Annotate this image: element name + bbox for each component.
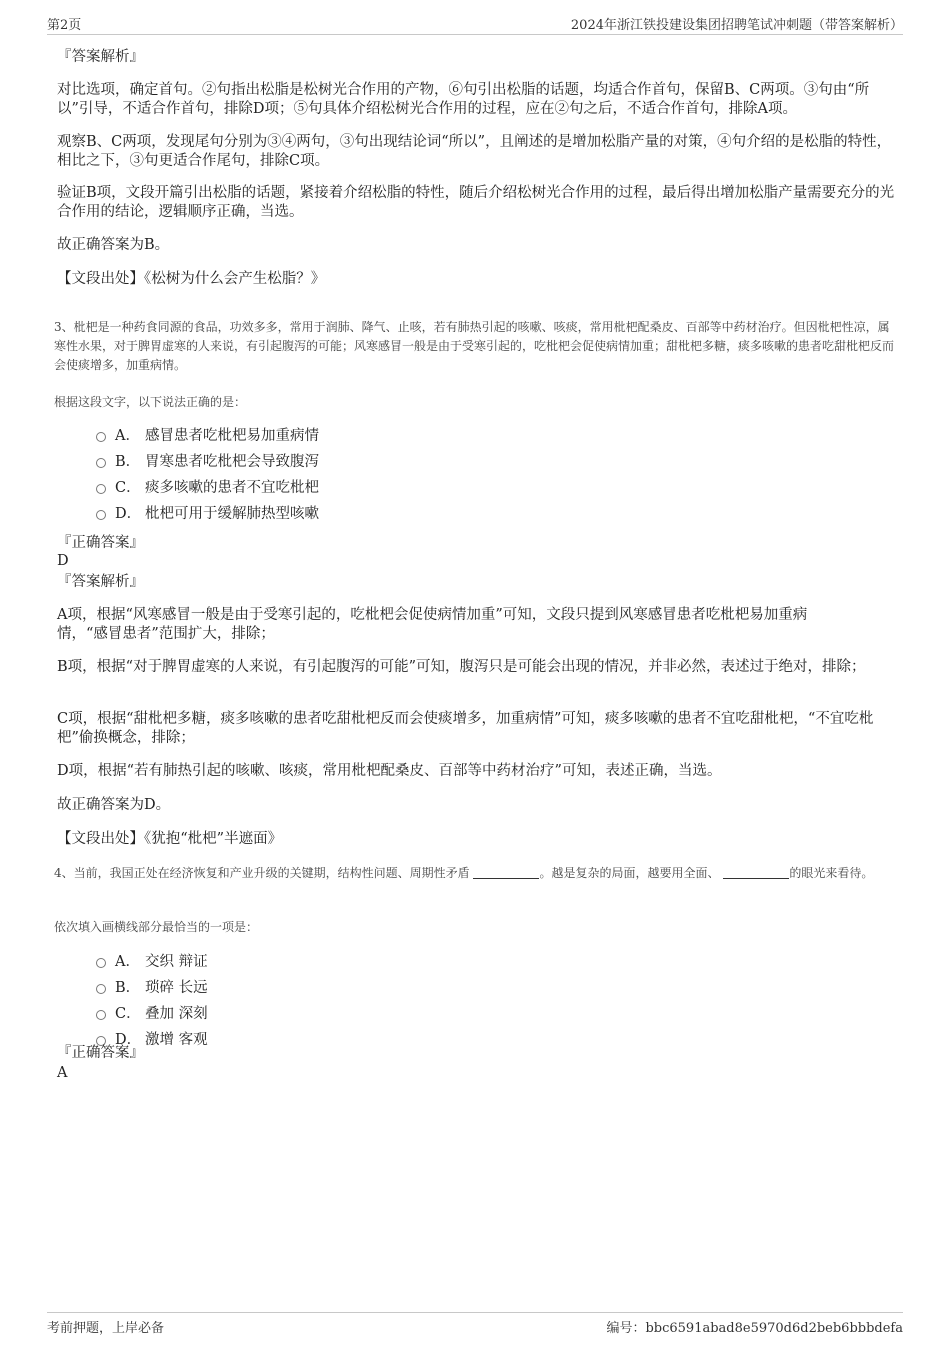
q4-prompt: 依次填入画横线部分最恰当的一项是： [54, 920, 259, 934]
q4-stem: 4、当前，我国正处在经济恢复和产业升级的关键期，结构性问题、周期性矛盾 。越是复杂的局面，越要用全面、 的眼光来看待。 [54, 866, 874, 880]
page-number: 第2页 [47, 18, 82, 33]
q4-option-c[interactable]: C． 叠加 深刻 [96, 1005, 208, 1024]
q3-answer: D [57, 553, 69, 569]
page-footer [47, 1312, 903, 1337]
q3-prompt: 根据这段文字，以下说法正确的是： [54, 395, 247, 409]
q2-analysis-paragraph-2: 观察B、C两项，发现尾句分别为③④两句，③句出现结论词“所以”，且阐述的是增加松脂产量的对策，④句介绍的是松脂的特性，相比之下，③句更适合作尾句，排除C项。 [57, 134, 892, 169]
radio-icon[interactable] [96, 1010, 106, 1020]
q3-option-d[interactable]: D． 枇杷可用于缓解肺热型咳嗽 [96, 505, 319, 524]
q3-option-a[interactable]: A． 感冒患者吃枇杷易加重病情 [96, 427, 319, 446]
footer-slogan: 考前押题，上岸必备 [47, 1321, 165, 1336]
q2-analysis-paragraph-3: 验证B项，文段开篇引出松脂的话题，紧接着介绍松脂的特性，随后介绍松树光合作用的过程，最后得出增加松脂产量需要充分的光合作用的结论，逻辑顺序正确，当选。 [57, 185, 895, 220]
radio-icon[interactable] [96, 458, 106, 468]
q3-stem: 3、枇杷是一种药食同源的食品，功效多多，常用于润肺、降气、止咳，若有肺热引起的咳嗽、咳痰，常用枇杷配桑皮、百部等中药材治疗。但因枇杷性凉，属寒性水果，对于脾胃虚寒的人来说，有引起腹泻的可能；风寒感冒一般是由于受寒引起的，吃枇杷会促使病情加重；甜枇杷多糖，痰多咳嗽的患者吃甜枇杷反而会使痰增多，加重病情。 [54, 320, 895, 372]
q2-conclusion: 故正确答案为B。 [57, 237, 170, 253]
radio-icon[interactable] [96, 432, 106, 442]
radio-icon[interactable] [96, 984, 106, 994]
q3-analysis-a: A项，根据“风寒感冒一般是由于受寒引起的，吃枇杷会促使病情加重”可知，文段只提到风寒感冒患者吃枇杷易加重病情，“感冒患者”范围扩大，排除； [57, 607, 808, 642]
q3-conclusion: 故正确答案为D。 [57, 797, 171, 813]
document-id: 编号：bbc6591abad8e5970d6d2beb6bbbdefa [606, 1321, 903, 1336]
fill-in-blank-2[interactable] [723, 866, 789, 879]
q2-analysis-paragraph-1: 对比选项，确定首句。②句指出松脂是松树光合作用的产物，⑥句引出松脂的话题，均适合作首句，保留B、C两项。③句由“所以”引导，不适合作首句，排除D项；⑤句具体介绍松树光合作用的过程，应在②句之后，不适合作首句，排除A项。 [57, 82, 870, 117]
q4-option-d[interactable]: D． 激增 客观 [96, 1031, 208, 1050]
q3-analysis-b: B项，根据“对于脾胃虚寒的人来说，有引起腹泻的可能”可知，腹泻只是可能会出现的情况，并非必然，表述过于绝对，排除； [57, 659, 866, 675]
q2-analysis-label: 『答案解析』 [57, 49, 144, 65]
page-header [47, 14, 903, 35]
q3-option-b[interactable]: B． 胃寒患者吃枇杷会导致腹泻 [96, 453, 319, 472]
q3-source: 【文段出处】《犹抱“枇杷”半遮面》 [57, 831, 283, 847]
q4-answer: A [57, 1065, 68, 1081]
q4-option-a[interactable]: A． 交织 辩证 [96, 953, 208, 972]
q3-answer-label: 『正确答案』 [57, 535, 144, 551]
q3-analysis-c: C项，根据“甜枇杷多糖，痰多咳嗽的患者吃甜枇杷反而会使痰增多，加重病情”可知，痰多咳嗽的患者不宜吃甜枇杷，“不宜吃枇杷”偷换概念，排除； [57, 711, 874, 746]
q3-analysis-label: 『答案解析』 [57, 574, 144, 590]
document-title: 2024年浙江铁投建设集团招聘笔试冲刺题（带答案解析） [570, 18, 903, 33]
q3-analysis-d: D项，根据“若有肺热引起的咳嗽、咳痰，常用枇杷配桑皮、百部等中药材治疗”可知，表述正确，当选。 [57, 763, 722, 779]
fill-in-blank-1[interactable] [473, 866, 539, 879]
radio-icon[interactable] [96, 958, 106, 968]
q2-source: 【文段出处】《松树为什么会产生松脂？》 [57, 271, 326, 287]
radio-icon[interactable] [96, 484, 106, 494]
q4-answer-label: 『正确答案』 [57, 1045, 144, 1061]
q4-option-b[interactable]: B． 琐碎 长远 [96, 979, 208, 998]
radio-icon[interactable] [96, 510, 106, 520]
q3-option-c[interactable]: C． 痰多咳嗽的患者不宜吃枇杷 [96, 479, 319, 498]
